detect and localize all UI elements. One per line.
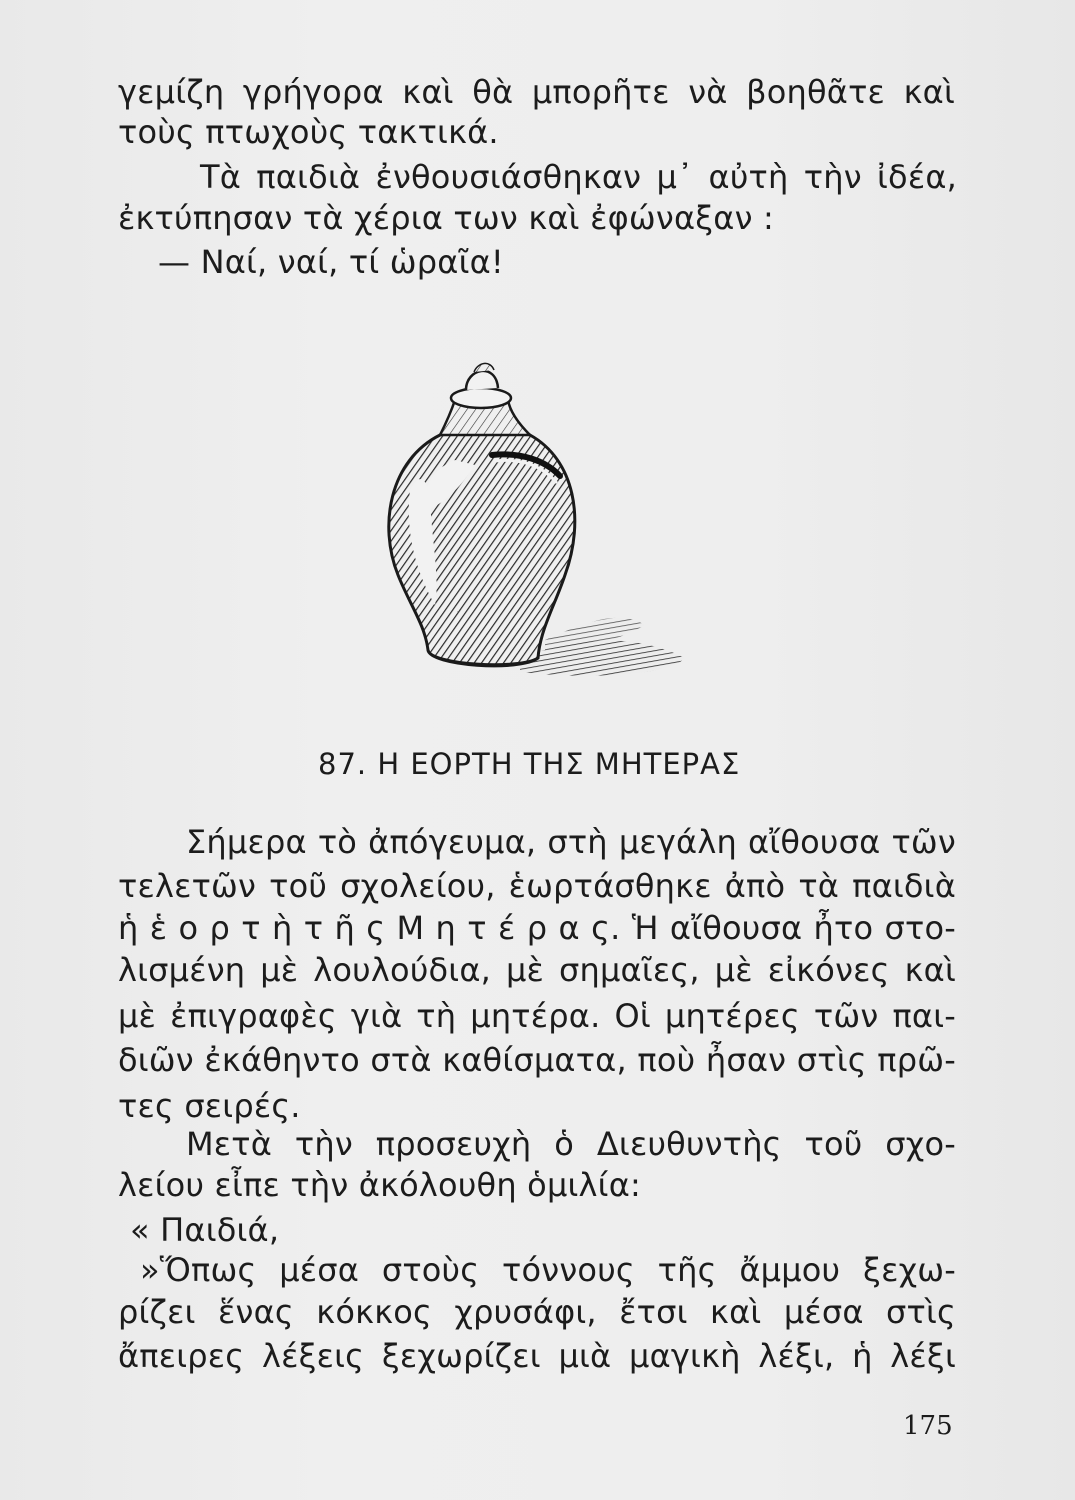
text-line: λείου εἶπε τὴν ἀκόλουθη ὁμιλία: — [118, 1166, 641, 1204]
text-line: Σήμερα τὸ ἀπόγευμα, στὴ μεγάλη αἴθουσα τῶν — [186, 823, 956, 861]
text-line: γεμίζη γρήγορα καὶ θὰ μπορῆτε νὰ βοηθᾶτε καὶ — [118, 73, 955, 111]
text-line: τες σειρές. — [118, 1087, 301, 1125]
text-line: « Παιδιά, — [130, 1211, 280, 1249]
page-number: 175 — [903, 1411, 953, 1441]
text-line: »Ὅπως μέσα στοὺς τόννους τῆς ἄμμου ξεχω- — [140, 1251, 956, 1289]
text-line: Μετὰ τὴν προσευχὴ ὁ Διευθυντὴς τοῦ σχο- — [186, 1125, 956, 1163]
text-line: — Ναί, ναί, τί ὡραῖα! — [158, 243, 504, 281]
text-line: ἄπειρες λέξεις ξεχωρίζει μιὰ μαγικὴ λέξι, ἡ λέξι — [118, 1337, 956, 1375]
text-line: τελετῶν τοῦ σχολείου, ἑωρτάσθηκε ἀπὸ τὰ παιδιὰ — [118, 867, 956, 905]
text-line: λισμένη μὲ λουλούδια, μὲ σημαῖες, μὲ εἰκόνες καὶ — [118, 951, 956, 989]
text-line: Τὰ παιδιὰ ἐνθουσιάσθηκαν μ᾿ αὐτὴ τὴν ἰδέα, — [200, 158, 957, 196]
text-line: τοὺς πτωχοὺς τακτικά. — [118, 113, 499, 151]
text-line: διῶν ἐκάθηντο στὰ καθίσματα, ποὺ ἦσαν στὶς πρῶ- — [118, 1041, 956, 1079]
text-line: ρίζει ἕνας κόκκος χρυσάφι, ἔτσι καὶ μέσα στὶς — [118, 1293, 956, 1331]
text-line: ἡ ἑ ο ρ τ ὴ τ ῆ ς Μ η τ έ ρ α ς. Ἡ αἴθουσα ἦτο στο- — [118, 909, 956, 947]
text-line: ἐκτύπησαν τὰ χέρια των καὶ ἐφώναξαν : — [118, 199, 775, 237]
money-box-jar-icon — [370, 340, 700, 690]
text-line: μὲ ἐπιγραφὲς γιὰ τὴ μητέρα. Οἱ μητέρες τῶν παι- — [118, 997, 956, 1035]
section-title: 87. Η ΕΟΡΤΗ ΤΗΣ ΜΗΤΕΡΑΣ — [318, 747, 741, 781]
